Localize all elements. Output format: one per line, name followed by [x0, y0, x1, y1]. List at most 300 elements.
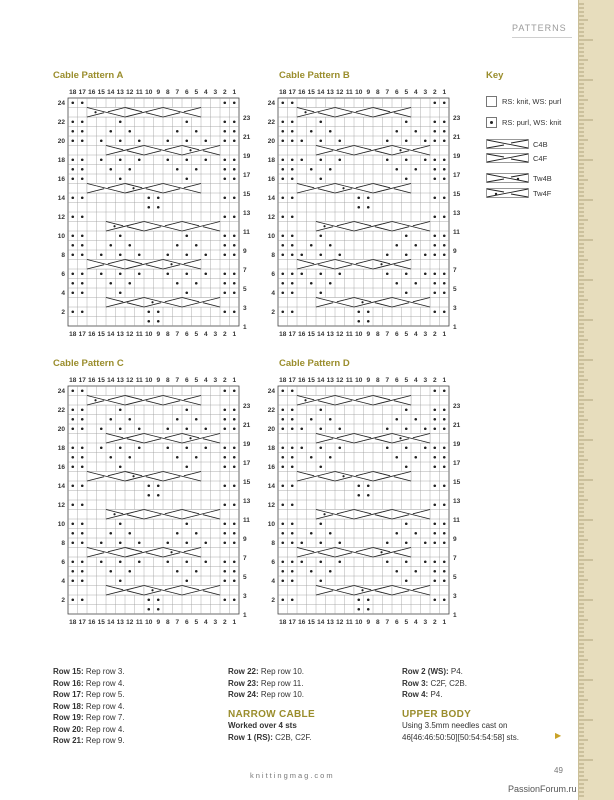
purl-stitch — [81, 253, 84, 256]
purl-stitch — [291, 522, 294, 525]
purl-stitch — [100, 253, 103, 256]
row-text: Rep row 4. — [83, 724, 125, 734]
column-number: 1 — [232, 619, 237, 626]
purl-stitch — [81, 177, 84, 180]
column-number: 16 — [298, 89, 306, 96]
purl-stitch — [157, 310, 160, 313]
purl-stitch — [291, 532, 294, 535]
row-number: 10 — [57, 233, 65, 241]
row-number: 17 — [453, 459, 461, 467]
purl-stitch — [176, 282, 179, 285]
row-number: 16 — [57, 464, 65, 472]
purl-stitch — [291, 598, 294, 601]
purl-stitch — [433, 310, 436, 313]
purl-stitch — [281, 158, 284, 161]
purl-stitch — [185, 120, 188, 123]
row-number: 7 — [453, 266, 457, 274]
purl-stitch — [443, 139, 446, 142]
purl-stitch — [185, 408, 188, 411]
purl-stitch — [128, 282, 131, 285]
column-number: 11 — [135, 619, 143, 626]
ruler-edge — [578, 0, 614, 800]
purl-stitch — [119, 120, 122, 123]
column-number: 18 — [69, 89, 77, 96]
column-number: 9 — [366, 377, 371, 384]
purl-stitch — [223, 177, 226, 180]
row-number: 1 — [453, 323, 457, 331]
column-number: 10 — [355, 331, 363, 338]
purl-stitch — [119, 427, 122, 430]
row-number: 11 — [243, 228, 250, 236]
purl-stitch — [71, 532, 74, 535]
row-number: 11 — [453, 516, 460, 524]
column-number: 13 — [326, 377, 334, 384]
purl-stitch — [71, 522, 74, 525]
purl-stitch — [71, 120, 74, 123]
row-number: 12 — [267, 214, 275, 222]
purl-stitch — [147, 310, 150, 313]
row-number: 9 — [453, 535, 457, 543]
column-number: 5 — [194, 331, 199, 338]
purl-stitch — [433, 101, 436, 104]
purl-stitch — [405, 427, 408, 430]
purl-stitch — [185, 427, 188, 430]
column-number: 1 — [232, 331, 237, 338]
purl-stitch — [204, 139, 207, 142]
purl-stitch — [310, 418, 313, 421]
column-number: 11 — [345, 619, 353, 626]
purl-stitch — [100, 139, 103, 142]
purl-stitch — [281, 282, 284, 285]
row-number: 14 — [267, 195, 275, 203]
row-text: Rep row 11. — [258, 678, 304, 688]
purl-stitch — [433, 456, 436, 459]
purl-stitch — [81, 234, 84, 237]
column-number: 5 — [404, 331, 409, 338]
purl-stitch — [157, 320, 160, 323]
column-number: 9 — [366, 331, 371, 338]
purl-stitch — [281, 408, 284, 411]
purl-stitch — [386, 253, 389, 256]
purl-stitch — [100, 272, 103, 275]
purl-stitch — [138, 446, 141, 449]
row-number: 5 — [243, 573, 247, 581]
purl-stitch — [71, 427, 74, 430]
chart-title-d: Cable Pattern D — [279, 358, 350, 369]
upper-body-text-1: Using 3.5mm needles cast on — [402, 721, 508, 730]
purl-stitch — [319, 177, 322, 180]
instruction-row — [53, 701, 125, 713]
column-number: 8 — [165, 619, 170, 626]
column-number: 6 — [184, 619, 189, 626]
column-number: 15 — [307, 619, 315, 626]
column-number: 17 — [78, 619, 86, 626]
column-number: 16 — [88, 619, 96, 626]
twist-dot — [132, 475, 134, 477]
row-number: 13 — [243, 209, 251, 217]
column-number: 1 — [232, 89, 237, 96]
purl-stitch — [281, 484, 284, 487]
purl-stitch — [367, 320, 370, 323]
row-number: 10 — [267, 521, 275, 529]
purl-stitch — [405, 465, 408, 468]
purl-stitch — [233, 408, 236, 411]
instruction-row — [402, 666, 519, 678]
purl-stitch — [443, 598, 446, 601]
column-number: 11 — [345, 89, 353, 96]
purl-stitch — [433, 408, 436, 411]
purl-stitch — [443, 427, 446, 430]
purl-stitch — [281, 446, 284, 449]
purl-stitch — [204, 253, 207, 256]
column-number: 10 — [355, 89, 363, 96]
row-number: 3 — [453, 592, 457, 600]
purl-stitch — [185, 291, 188, 294]
purl-stitch — [81, 427, 84, 430]
column-number: 2 — [222, 89, 227, 96]
row-number: 19 — [453, 152, 461, 160]
purl-stitch — [291, 215, 294, 218]
purl-stitch — [281, 541, 284, 544]
row-number: 18 — [57, 157, 65, 165]
purl-stitch — [319, 408, 322, 411]
twist-dot — [361, 589, 363, 591]
purl-stitch — [233, 310, 236, 313]
purl-stitch — [195, 570, 198, 573]
purl-stitch — [233, 244, 236, 247]
narrow-cable-sub-text: Worked over 4 sts — [228, 721, 297, 730]
purl-stitch — [310, 456, 313, 459]
column-number: 10 — [145, 377, 153, 384]
purl-stitch — [223, 418, 226, 421]
purl-stitch — [443, 570, 446, 573]
row-number: 17 — [243, 459, 251, 467]
purl-stitch — [433, 196, 436, 199]
purl-stitch — [100, 446, 103, 449]
row-number: 4 — [271, 290, 275, 298]
column-number: 11 — [345, 377, 353, 384]
purl-stitch — [195, 244, 198, 247]
purl-stitch — [233, 272, 236, 275]
purl-stitch — [128, 244, 131, 247]
purl-stitch — [204, 446, 207, 449]
purl-stitch — [119, 253, 122, 256]
purl-stitch — [443, 101, 446, 104]
column-number: 2 — [432, 89, 437, 96]
purl-stitch — [291, 560, 294, 563]
instruction-row — [402, 678, 519, 690]
purl-stitch — [81, 484, 84, 487]
purl-stitch — [223, 532, 226, 535]
purl-stitch — [166, 139, 169, 142]
purl-stitch — [81, 272, 84, 275]
column-number: 7 — [385, 89, 390, 96]
twist-dot — [113, 513, 115, 515]
purl-stitch — [300, 541, 303, 544]
purl-stitch — [291, 130, 294, 133]
column-number: 10 — [145, 89, 153, 96]
column-number: 10 — [145, 331, 153, 338]
purl-stitch — [433, 532, 436, 535]
purl-stitch — [138, 272, 141, 275]
column-number: 14 — [107, 619, 115, 626]
purl-stitch — [223, 101, 226, 104]
column-number: 3 — [423, 331, 428, 338]
purl-stitch — [386, 541, 389, 544]
row-text: C2B, C2F. — [272, 732, 312, 742]
purl-stitch — [176, 570, 179, 573]
purl-stitch — [185, 465, 188, 468]
purl-stitch — [405, 158, 408, 161]
purl-stitch — [338, 541, 341, 544]
purl-stitch — [71, 310, 74, 313]
purl-stitch — [166, 560, 169, 563]
row-number: 21 — [243, 421, 251, 429]
purl-stitch — [443, 168, 446, 171]
row-number: 5 — [243, 285, 247, 293]
purl-stitch — [357, 310, 360, 313]
purl-stitch — [443, 234, 446, 237]
row-number: 14 — [57, 483, 65, 491]
row-number: 8 — [61, 252, 65, 260]
column-number: 15 — [97, 89, 105, 96]
purl-stitch — [357, 206, 360, 209]
row-label: Row 1 (RS): — [228, 732, 273, 742]
purl-stitch — [233, 291, 236, 294]
purl-stitch — [233, 560, 236, 563]
header-tag: PATTERNS — [512, 23, 567, 33]
row-number: 23 — [453, 402, 461, 410]
row-number: 1 — [453, 611, 457, 619]
column-number: 6 — [394, 619, 399, 626]
purl-stitch — [233, 484, 236, 487]
purl-stitch — [176, 168, 179, 171]
purl-stitch — [119, 522, 122, 525]
purl-stitch — [329, 570, 332, 573]
row-number: 20 — [57, 426, 65, 434]
purl-stitch — [443, 408, 446, 411]
purl-stitch — [185, 177, 188, 180]
twist-dot — [170, 551, 172, 553]
row-label: Row 22: — [228, 667, 259, 676]
purl-stitch — [81, 158, 84, 161]
purl-stitch — [185, 446, 188, 449]
purl-stitch — [300, 253, 303, 256]
purl-stitch — [81, 196, 84, 199]
purl-stitch — [281, 418, 284, 421]
column-number: 6 — [394, 331, 399, 338]
purl-stitch — [185, 234, 188, 237]
purl-stitch — [233, 446, 236, 449]
column-number: 7 — [175, 377, 180, 384]
column-number: 16 — [88, 377, 96, 384]
purl-stitch — [405, 291, 408, 294]
purl-stitch — [147, 206, 150, 209]
purl-stitch — [281, 244, 284, 247]
purl-stitch — [223, 310, 226, 313]
row-number: 14 — [57, 195, 65, 203]
twist-dot — [323, 225, 325, 227]
column-number: 14 — [107, 89, 115, 96]
purl-stitch — [443, 177, 446, 180]
column-number: 10 — [355, 377, 363, 384]
column-number: 6 — [394, 377, 399, 384]
twist-dot — [304, 399, 306, 401]
column-number: 11 — [135, 89, 143, 96]
purl-stitch — [433, 484, 436, 487]
purl-stitch — [233, 253, 236, 256]
purl-stitch — [338, 272, 341, 275]
instruction-row — [402, 689, 519, 701]
row-number: 22 — [267, 119, 275, 127]
column-number: 8 — [375, 331, 380, 338]
column-number: 8 — [165, 377, 170, 384]
purl-stitch — [195, 282, 198, 285]
twist-dot — [132, 187, 134, 189]
instruction-row — [53, 666, 125, 678]
twist-dot — [380, 263, 382, 265]
row-number: 12 — [57, 502, 65, 510]
column-number: 3 — [213, 619, 218, 626]
purl-stitch — [223, 196, 226, 199]
purl-stitch — [233, 215, 236, 218]
purl-stitch — [81, 101, 84, 104]
purl-stitch — [81, 130, 84, 133]
purl-stitch — [71, 196, 74, 199]
twist-dot — [304, 111, 306, 113]
purl-stitch — [357, 196, 360, 199]
column-number: 12 — [126, 331, 134, 338]
row-label: Row 3: — [402, 678, 429, 688]
row-number: 24 — [57, 100, 65, 108]
purl-stitch — [71, 130, 74, 133]
row-number: 15 — [453, 478, 461, 486]
purl-stitch — [281, 177, 284, 180]
purl-stitch — [367, 598, 370, 601]
column-number: 12 — [126, 619, 134, 626]
chart-title-b: Cable Pattern B — [279, 70, 350, 81]
purl-stitch — [319, 465, 322, 468]
column-number: 8 — [375, 89, 380, 96]
purl-stitch — [233, 282, 236, 285]
purl-stitch — [100, 158, 103, 161]
twist-dot — [323, 513, 325, 515]
purl-stitch — [109, 244, 112, 247]
purl-stitch — [367, 484, 370, 487]
row-number: 19 — [243, 152, 251, 160]
purl-stitch — [291, 465, 294, 468]
row-text: Rep row 5. — [83, 690, 125, 699]
row-number: 6 — [61, 559, 65, 567]
purl-stitch — [424, 272, 427, 275]
purl-stitch — [329, 532, 332, 535]
purl-stitch — [386, 158, 389, 161]
row-label: Row 18: — [53, 701, 84, 711]
purl-stitch — [71, 570, 74, 573]
purl-stitch — [71, 234, 74, 237]
purl-stitch — [233, 503, 236, 506]
purl-stitch — [310, 130, 313, 133]
purl-stitch — [119, 177, 122, 180]
upper-body-text-2: 46[46:46:50:50][50:54:54:58] sts. — [402, 732, 519, 742]
purl-stitch — [223, 158, 226, 161]
purl-stitch — [414, 456, 417, 459]
column-number: 16 — [298, 619, 306, 626]
purl-stitch — [81, 310, 84, 313]
purl-stitch — [291, 427, 294, 430]
purl-stitch — [424, 158, 427, 161]
purl-stitch — [319, 291, 322, 294]
purl-stitch — [433, 465, 436, 468]
purl-stitch — [338, 446, 341, 449]
column-number: 16 — [298, 331, 306, 338]
purl-stitch — [195, 532, 198, 535]
purl-stitch — [433, 215, 436, 218]
purl-stitch — [81, 560, 84, 563]
purl-stitch — [281, 598, 284, 601]
purl-stitch — [329, 130, 332, 133]
purl-stitch — [185, 272, 188, 275]
cable-chart-b — [262, 84, 466, 361]
row-text: Rep row 10. — [258, 667, 305, 676]
row-number: 23 — [453, 114, 461, 122]
row-number: 18 — [267, 157, 275, 165]
row-number: 1 — [243, 323, 247, 331]
purl-stitch — [319, 139, 322, 142]
purl-dot-icon — [486, 117, 498, 129]
row-number: 12 — [57, 214, 65, 222]
purl-stitch — [138, 541, 141, 544]
purl-stitch — [443, 446, 446, 449]
row-number: 4 — [271, 578, 275, 586]
column-number: 14 — [317, 89, 325, 96]
purl-stitch — [291, 541, 294, 544]
purl-stitch — [223, 282, 226, 285]
purl-stitch — [71, 503, 74, 506]
purl-stitch — [291, 168, 294, 171]
column-number: 3 — [213, 377, 218, 384]
purl-stitch — [433, 541, 436, 544]
purl-stitch — [319, 579, 322, 582]
purl-stitch — [71, 446, 74, 449]
purl-stitch — [195, 168, 198, 171]
purl-stitch — [109, 570, 112, 573]
column-number: 7 — [175, 619, 180, 626]
purl-stitch — [281, 570, 284, 573]
purl-stitch — [319, 272, 322, 275]
purl-stitch — [443, 158, 446, 161]
purl-stitch — [71, 101, 74, 104]
row-text: Rep row 4. — [83, 678, 125, 688]
column-number: 3 — [423, 89, 428, 96]
purl-stitch — [119, 158, 122, 161]
purl-stitch — [147, 484, 150, 487]
twist-dot — [399, 437, 401, 439]
purl-stitch — [414, 282, 417, 285]
purl-stitch — [233, 598, 236, 601]
purl-stitch — [138, 427, 141, 430]
purl-stitch — [71, 177, 74, 180]
column-number: 9 — [156, 377, 161, 384]
purl-stitch — [223, 253, 226, 256]
purl-stitch — [433, 503, 436, 506]
purl-stitch — [405, 560, 408, 563]
purl-stitch — [176, 418, 179, 421]
purl-stitch — [138, 158, 141, 161]
column-number: 18 — [279, 377, 287, 384]
purl-stitch — [81, 418, 84, 421]
row-text: Rep row 4. — [83, 701, 125, 711]
